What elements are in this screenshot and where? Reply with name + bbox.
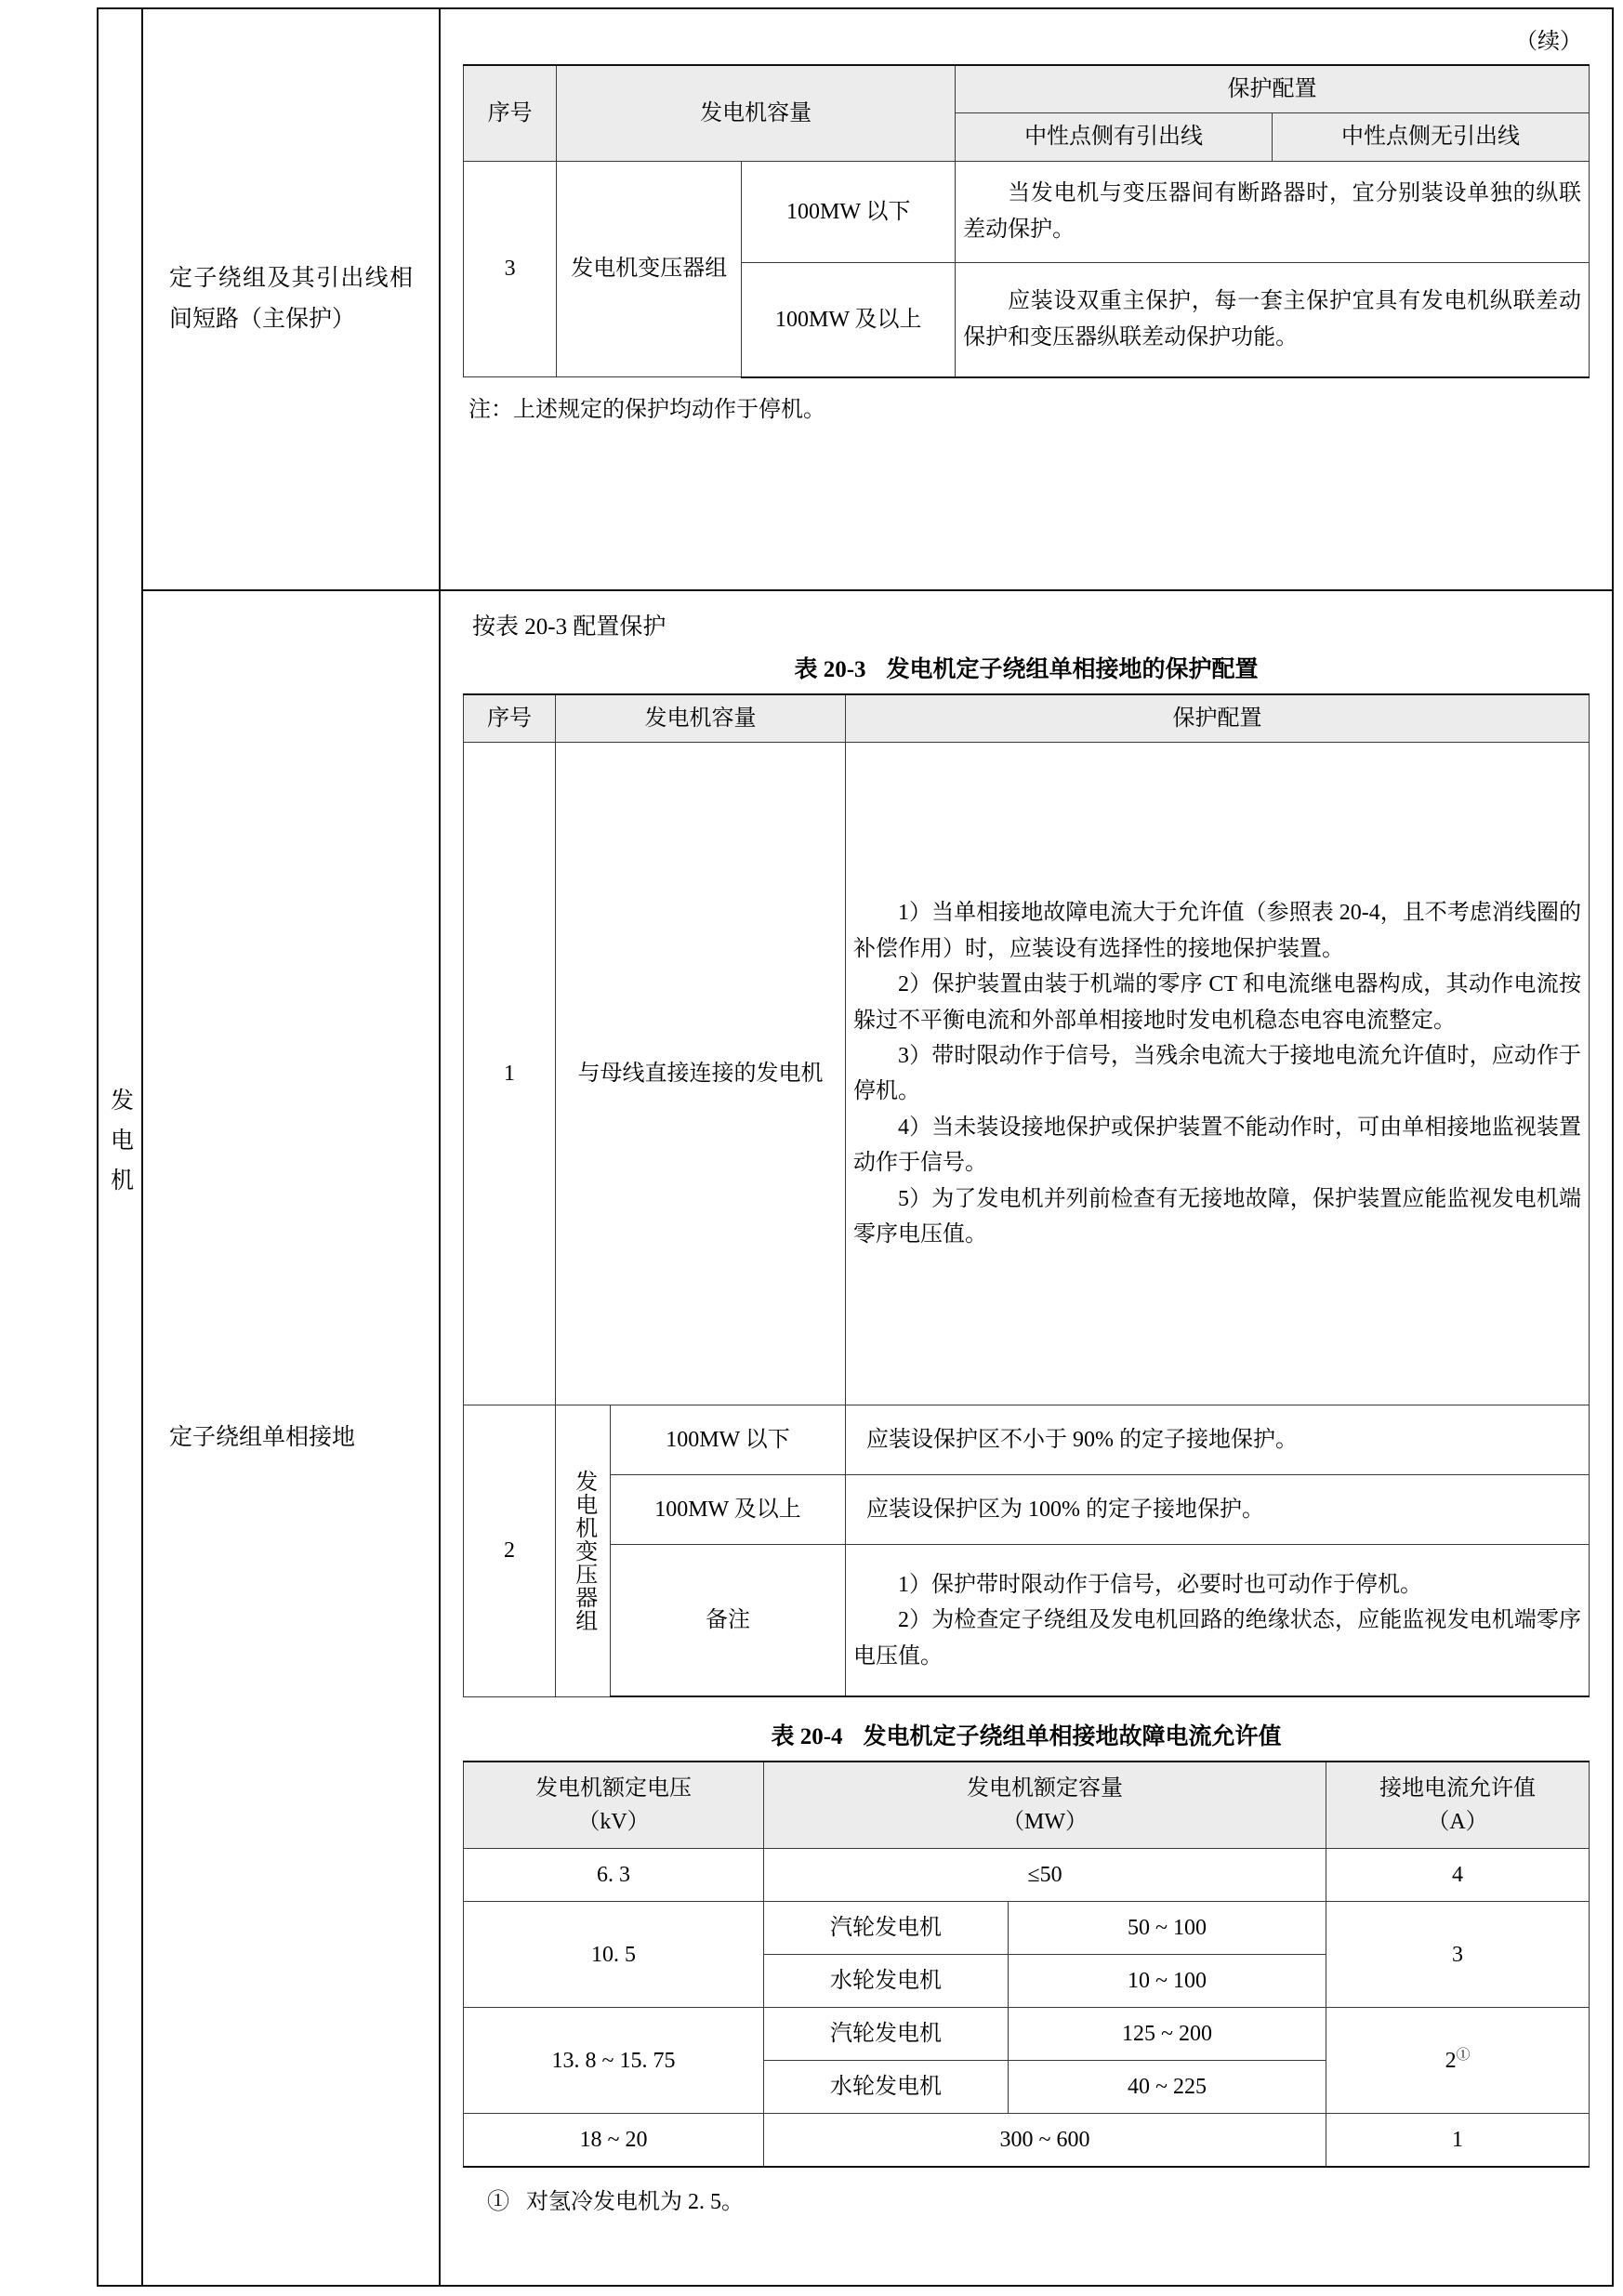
cell-sub-capacity: 100MW 以下 — [611, 1405, 846, 1475]
cell-capacity: 与母线直接连接的发电机 — [556, 743, 846, 1405]
cell-voltage: 10. 5 — [464, 1902, 764, 2008]
table-note: 注：上述规定的保护均动作于停机。 — [468, 397, 825, 422]
lead-text: 按表 20-3 配置保护 — [472, 614, 666, 640]
block1-main — [441, 9, 1612, 589]
cell-content: 应装设保护区为 100% 的定子接地保护。 — [846, 1475, 1590, 1545]
current-value: 2 — [1445, 2048, 1457, 2073]
cell-sub-remark: 备注 — [611, 1545, 846, 1697]
cell-capacity: 125 ~ 200 — [1009, 2008, 1326, 2061]
cell-protection-items — [846, 743, 1590, 1405]
protection-item: 2）保护装置由装于机端的零序 CT 和电流继电器构成，其动作电流按躲过不平衡电流和外部单相接地时发电机稳态电容电流整定。 — [853, 972, 1581, 1033]
table-20-3-caption: 发电机定子绕组单相接地的保护配置 — [886, 657, 1259, 682]
table-20-3-title — [463, 651, 1590, 684]
block2-main — [441, 591, 1612, 2285]
cell-capacity: 40 ~ 225 — [1009, 2061, 1326, 2114]
protection-item: 5）为了发电机并列前检查有无接地故障，保护装置应能监视发电机端零序电压值。 — [853, 1186, 1581, 1247]
cell-seq: 3 — [464, 161, 557, 377]
cell-voltage: 6. 3 — [464, 1849, 764, 1902]
cell-capacity: 50 ~ 100 — [1009, 1902, 1326, 1955]
footnote-marker: ① — [1456, 2047, 1471, 2063]
subject-label-1: 定子绕组及其引出线相间短路（主保护） — [169, 266, 413, 332]
th-capacity: 发电机容量 — [557, 65, 956, 161]
cell-content: 应装设保护区不小于 90% 的定子接地保护。 — [846, 1405, 1590, 1475]
protection-item: 1）当单相接地故障电流大于允许值（参照表 20-4，且不考虑消线圈的补偿作用）时，应装设有选择性的接地保护装置。 — [853, 901, 1581, 961]
remark-item: 1）保护带时限动作于信号，必要时也可动作于停机。 — [898, 1572, 1422, 1597]
table-row — [464, 161, 1590, 262]
th-allowed-current: 接地电流允许值 （A） — [1326, 1762, 1590, 1849]
th-protection: 保护配置 — [956, 65, 1590, 113]
th-rated-voltage: 发电机额定电压 （kV） — [464, 1762, 764, 1849]
table-20-4-caption: 发电机定子绕组单相接地故障电流允许值 — [863, 1724, 1282, 1750]
group-label: 发电机变压器组 — [571, 1470, 596, 1633]
table-20-4-number: 表 20-4 — [771, 1724, 843, 1750]
table-row — [464, 743, 1590, 1405]
cell-capacity: 300 ~ 600 — [764, 2114, 1326, 2168]
cell-machine-type: 水轮发电机 — [764, 2061, 1009, 2114]
subject-cell-1 — [143, 9, 441, 589]
main-table — [97, 7, 1614, 2287]
th-seq: 序号 — [464, 65, 557, 161]
table-row — [464, 1405, 1590, 1475]
table-protection-config — [463, 64, 1590, 378]
table-20-4 — [463, 1761, 1590, 2168]
table-20-4-title — [463, 1718, 1590, 1751]
table-20-4-footnote — [487, 2183, 1590, 2215]
cell-seq: 2 — [464, 1405, 556, 1697]
protection-item: 3）带时限动作于信号，当残余电流大于接地电流允许值时，应动作于停机。 — [853, 1044, 1581, 1104]
continued-label: （续） — [1515, 30, 1582, 54]
cell-content: 当发电机与变压器间有断路器时，宜分别装设单独的纵联差动保护。 — [956, 161, 1590, 262]
cell-sub-capacity: 100MW 及以上 — [742, 262, 956, 377]
table-row — [464, 1849, 1590, 1902]
th-protection: 保护配置 — [846, 694, 1590, 743]
th-neutral-without: 中性点侧无引出线 — [1273, 113, 1590, 161]
cell-voltage: 13. 8 ~ 15. 75 — [464, 2008, 764, 2114]
cell-current: 4 — [1326, 1849, 1590, 1902]
row-block-short-circuit — [143, 9, 1612, 591]
cell-sub-capacity: 100MW 及以上 — [611, 1475, 846, 1545]
cell-group-vertical — [556, 1405, 611, 1697]
table-row — [464, 2008, 1590, 2061]
cell-machine-type: 汽轮发电机 — [764, 1902, 1009, 1955]
table-header-row — [464, 1762, 1590, 1849]
cell-remark-items — [846, 1545, 1590, 1697]
table-20-3-number: 表 20-3 — [794, 657, 866, 682]
table-header-row — [464, 694, 1590, 743]
cell-capacity: 10 ~ 100 — [1009, 1955, 1326, 2008]
remark-item: 2）为检查定子绕组及发电机回路的绝缘状态，应能监视发电机端零序电压值。 — [853, 1608, 1581, 1669]
cell-machine-type: 汽轮发电机 — [764, 2008, 1009, 2061]
cell-voltage: 18 ~ 20 — [464, 2114, 764, 2168]
th-seq: 序号 — [464, 694, 556, 743]
subject-label-2: 定子绕组单相接地 — [169, 1425, 356, 1451]
table-header-row — [464, 65, 1590, 113]
footnote-text: 对氢冷发电机为 2. 5。 — [526, 2190, 744, 2215]
table-row — [464, 1545, 1590, 1697]
table-row — [464, 1902, 1590, 1955]
cell-current: 1 — [1326, 2114, 1590, 2168]
cell-content: 应装设双重主保护，每一套主保护宜具有发电机纵联差动保护和变压器纵联差动保护功能。 — [956, 262, 1590, 377]
subject-cell-2 — [143, 591, 441, 2285]
table-row — [464, 2114, 1590, 2168]
table-row — [464, 1475, 1590, 1545]
cell-current: 3 — [1326, 1902, 1590, 2008]
cell-sub-capacity: 100MW 以下 — [742, 161, 956, 262]
cell-current-with-footnote — [1326, 2008, 1590, 2114]
th-neutral-with: 中性点侧有引出线 — [956, 113, 1273, 161]
footnote-symbol: ① — [487, 2190, 509, 2215]
category-label: 发电机 — [107, 1087, 133, 1207]
th-capacity: 发电机容量 — [556, 694, 846, 743]
content-column — [143, 9, 1612, 2285]
cell-capacity: ≤50 — [764, 1849, 1326, 1902]
row-block-single-phase-ground — [143, 591, 1612, 2285]
th-rated-capacity: 发电机额定容量 （MW） — [764, 1762, 1326, 1849]
cell-seq: 1 — [464, 743, 556, 1405]
cell-group: 发电机变压器组 — [557, 161, 742, 377]
category-column — [99, 9, 143, 2285]
table-20-3 — [463, 693, 1590, 1697]
protection-item: 4）当未装设接地保护或保护装置不能动作时，可由单相接地监视装置动作于信号。 — [853, 1115, 1581, 1176]
cell-machine-type: 水轮发电机 — [764, 1955, 1009, 2008]
